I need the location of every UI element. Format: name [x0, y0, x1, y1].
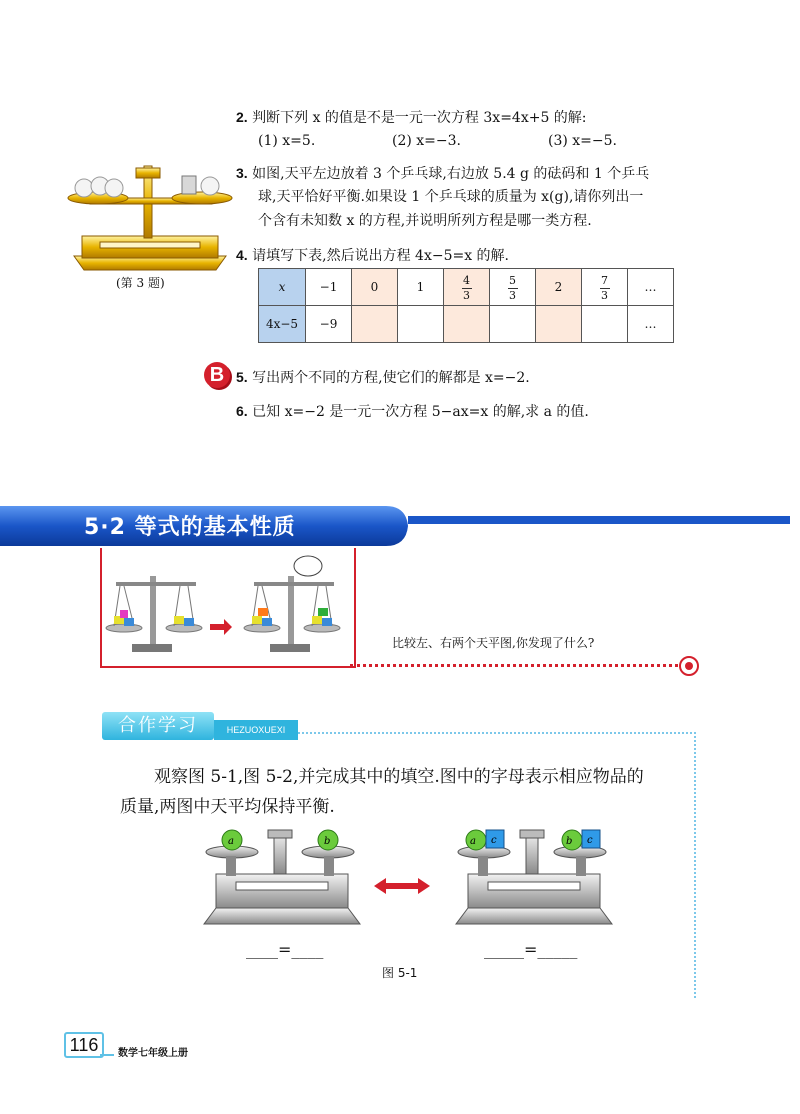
question-number: 2. [236, 109, 248, 125]
figure-5-1 [196, 826, 616, 932]
table-header-4x-5: 4x−5 [259, 306, 306, 343]
q2-option-3: (3) x=−5. [548, 133, 617, 149]
coop-text-line1 [120, 762, 644, 792]
label-a: a [470, 836, 476, 847]
question-text: 判断下列 x 的值是不是一元一次方程 3x=4x+5 的解: [252, 110, 587, 126]
table-cell: 2 [536, 269, 582, 306]
question-text: 已知 x=−2 是一元一次方程 5−ax=x 的解,求 a 的值. [252, 404, 589, 420]
question-number: 4. [236, 247, 248, 263]
double-arrow-icon [374, 878, 430, 894]
question-number: 5. [236, 369, 248, 385]
question-4 [236, 242, 509, 269]
intro-figure-box [100, 548, 356, 668]
table-cell: … [628, 306, 674, 343]
table-row [259, 306, 674, 343]
table-cell-blank [582, 306, 628, 343]
two-balances-illustration [102, 548, 354, 666]
figure-3-caption: (第 3 题) [116, 276, 165, 290]
footer-underline [100, 1054, 114, 1056]
ping-pong-ball [201, 177, 219, 195]
table-cell-blank [352, 306, 398, 343]
question-5 [236, 364, 530, 391]
coop-text: 观察图 5-1,图 5-2,并完成其中的填空.图中的字母表示相应物品的 [154, 767, 644, 787]
section-header [0, 502, 790, 548]
table-cell: … [628, 269, 674, 306]
balance-right [456, 830, 612, 924]
question-text-line2: 球,天平恰好平衡.如果设 1 个乒乓球的质量为 x(g),请你列出一 [258, 189, 644, 205]
table-cell-blank [536, 306, 582, 343]
table-cell-blank [398, 306, 444, 343]
ping-pong-ball [75, 179, 93, 197]
q2-option-1: (1) x=5. [258, 133, 316, 149]
dotted-divider [350, 664, 678, 667]
label-c: c [491, 835, 497, 846]
label-a: a [228, 836, 234, 847]
question-text-line1: 如图,天平左边放着 3 个乒乓球,右边放 5.4 g 的砝码和 1 个乒乓 [252, 166, 650, 182]
page-number: 116 [64, 1032, 104, 1058]
table-cell-blank [444, 306, 490, 343]
label-b: b [566, 836, 573, 847]
coop-learning-pinyin: HEZUOXUEXI [214, 720, 298, 740]
q2-option-2: (2) x=−3. [392, 133, 461, 149]
table-row [259, 269, 674, 306]
table-cell: 0 [352, 269, 398, 306]
question-text: 请填写下表,然后说出方程 4x−5=x 的解. [252, 248, 510, 264]
table-cell-fraction: $\frac{7}{3}$ [582, 269, 628, 306]
table-cell-fraction: $\frac{5}{3}$ [490, 269, 536, 306]
section-title: 5·2 等式的基本性质 [84, 515, 296, 540]
table-cell: −1 [306, 269, 352, 306]
table-cell: −9 [306, 306, 352, 343]
table-cell-fraction: $\frac{4}{3}$ [444, 269, 490, 306]
question-6 [236, 398, 589, 425]
question-number: 6. [236, 403, 248, 419]
label-c: c [587, 835, 593, 846]
question-text-line3: 个含有未知数 x 的方程,并说明所列方程是哪一类方程. [258, 213, 592, 229]
table-header-x: x [259, 269, 306, 306]
coop-learning-label [102, 712, 302, 742]
coop-text-line2: 质量,两图中天平均保持平衡. [120, 797, 335, 817]
blank-equation-left: ____=____ [246, 940, 324, 959]
value-table [258, 268, 674, 343]
intro-caption: 比较左、右两个天平图,你发现了什么? [392, 636, 595, 650]
label-b: b [324, 836, 331, 847]
question-2 [236, 104, 587, 131]
figure-5-1-caption: 图 5-1 [382, 966, 418, 980]
book-title: 数学七年级上册 [118, 1048, 188, 1059]
table-cell-blank [490, 306, 536, 343]
question-text: 写出两个不同的方程,使它们的解都是 x=−2. [252, 370, 530, 386]
coop-learning-title: 合作学习 [102, 712, 214, 740]
target-bullet-icon [678, 655, 700, 677]
blank-equation-right: _____=_____ [484, 940, 578, 959]
level-b-badge: B [204, 362, 230, 388]
weight [182, 176, 196, 194]
ping-pong-ball [105, 179, 123, 197]
balance-illustration [60, 158, 240, 278]
question-number: 3. [236, 165, 248, 181]
table-cell: 1 [398, 269, 444, 306]
question-3 [236, 160, 649, 187]
